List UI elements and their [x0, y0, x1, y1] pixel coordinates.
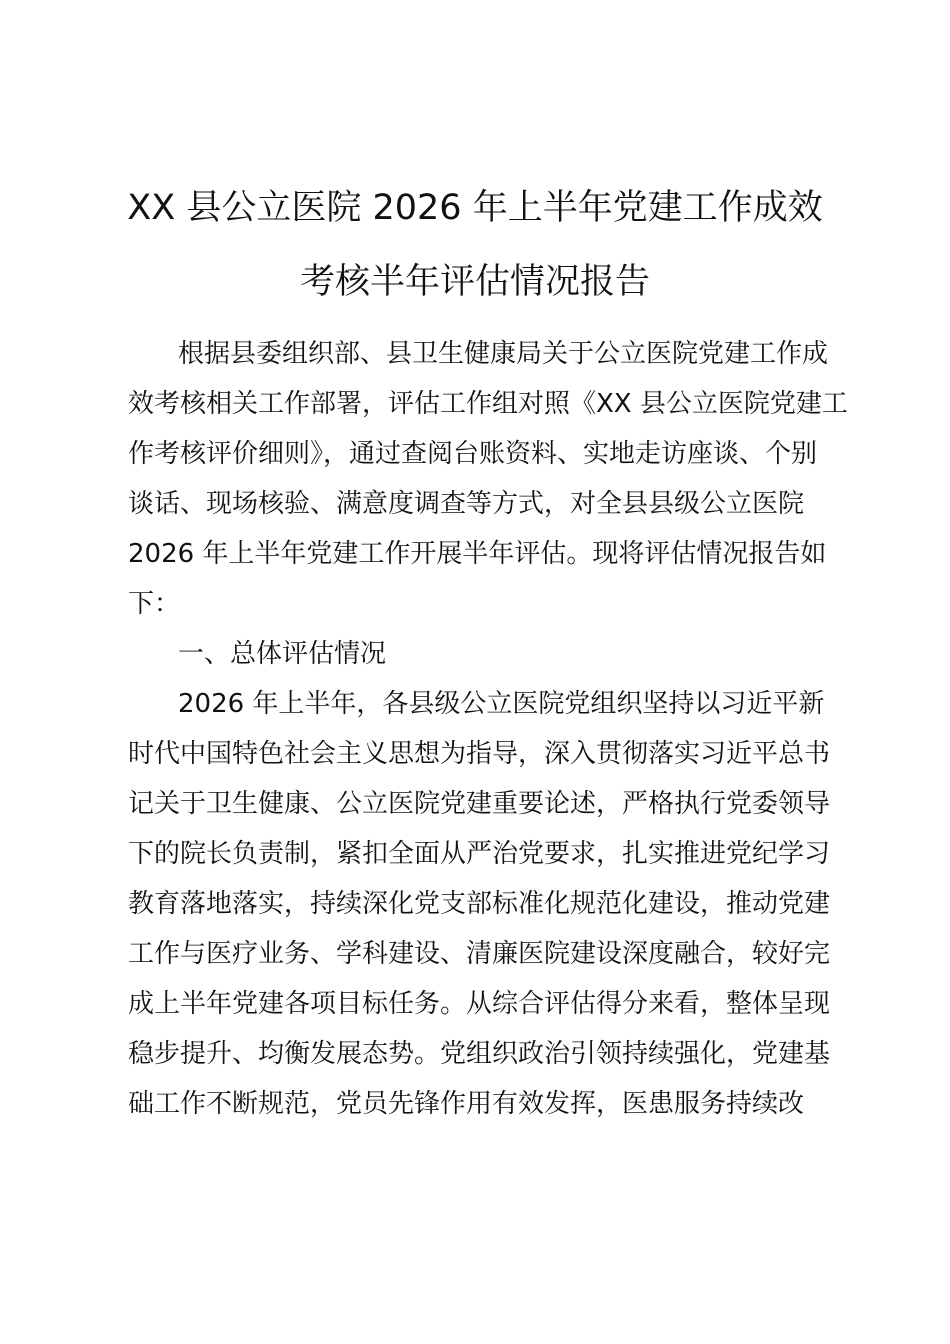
paragraph-line: 教育落地落实，持续深化党支部标准化规范化建设，推动党建	[128, 889, 831, 919]
paragraph-line: 下的院长负责制，紧扣全面从严治党要求，扎实推进党纪学习	[128, 839, 831, 869]
paragraph-line: 下：	[128, 589, 181, 619]
paragraph-line: 2026 年上半年党建工作开展半年评估。现将评估情况报告如	[128, 539, 827, 569]
paragraph-line: 稳步提升、均衡发展态势。党组织政治引领持续强化，党建基	[128, 1039, 831, 1069]
paragraph-line: 工作与医疗业务、学科建设、清廉医院建设深度融合，较好完	[128, 939, 831, 969]
paragraph-line: 2026 年上半年，各县级公立医院党组织坚持以习近平新	[178, 689, 825, 719]
section-heading: 一、总体评估情况	[178, 639, 387, 669]
paragraph-line: 时代中国特色社会主义思想为指导，深入贯彻落实习近平总书	[128, 739, 831, 769]
paragraph-line: 成上半年党建各项目标任务。从综合评估得分来看，整体呈现	[128, 989, 831, 1019]
paragraph-line: 作考核评价细则》，通过查阅台账资料、实地走访座谈、个别	[128, 439, 818, 469]
paragraph-line: 础工作不断规范，党员先锋作用有效发挥，医患服务持续改	[128, 1089, 805, 1119]
paragraph-line: 根据县委组织部、县卫生健康局关于公立医院党建工作成	[178, 339, 829, 369]
document-title-line-1: XX 县公立医院 2026 年上半年党建工作成效	[127, 188, 823, 228]
paragraph-line: 效考核相关工作部署，评估工作组对照《XX 县公立医院党建工	[128, 389, 848, 419]
paragraph-line: 谈话、现场核验、满意度调查等方式，对全县县级公立医院	[128, 489, 805, 519]
document-title-line-2: 考核半年评估情况报告	[299, 262, 650, 302]
paragraph-line: 记关于卫生健康、公立医院党建重要论述，严格执行党委领导	[128, 789, 831, 819]
